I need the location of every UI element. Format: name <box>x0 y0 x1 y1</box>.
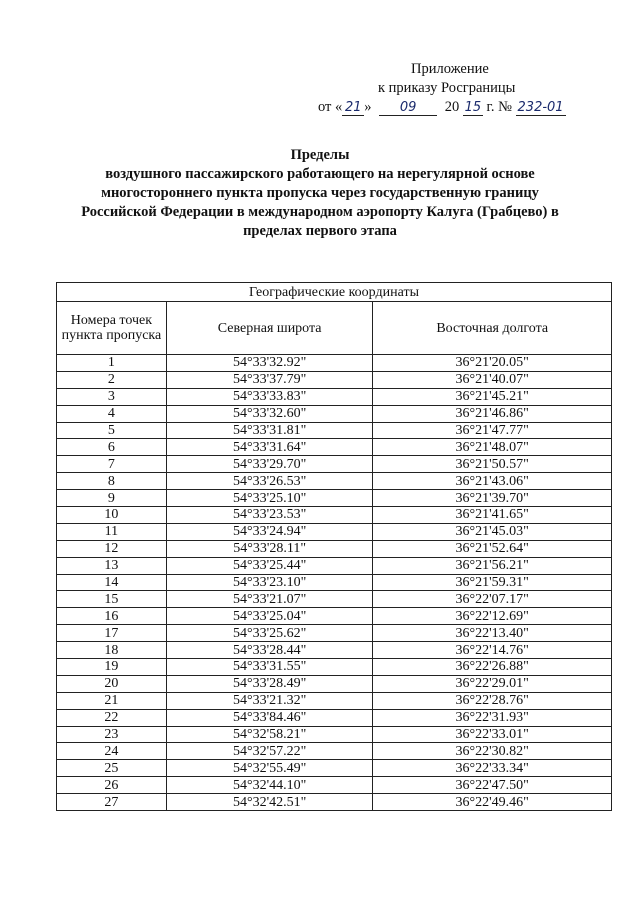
latitude-cell: 54°33'37.79" <box>166 371 373 388</box>
latitude-cell: 54°33'25.10" <box>166 490 373 507</box>
point-number-cell: 25 <box>57 760 167 777</box>
order-year-handwritten: 15 <box>464 100 482 115</box>
table-row <box>57 422 612 439</box>
latitude-cell: 54°33'28.44" <box>166 642 373 659</box>
group-header: Географические координаты <box>57 283 612 302</box>
table-row <box>57 388 612 405</box>
title-line-1: Пределы <box>290 147 350 163</box>
table-row <box>57 405 612 422</box>
longitude-cell: 36°22'14.76" <box>373 642 612 659</box>
point-number-cell: 27 <box>57 794 167 811</box>
title-line-4: Российской Федерации в международном аэропорту Калуга (Грабцево) в <box>81 204 559 220</box>
table-row <box>57 371 612 388</box>
latitude-cell: 54°33'25.62" <box>166 625 373 642</box>
latitude-cell: 54°33'29.70" <box>166 456 373 473</box>
longitude-cell: 36°21'50.57" <box>373 456 612 473</box>
longitude-cell: 36°22'28.76" <box>373 692 612 709</box>
table-row <box>57 490 612 507</box>
point-number-cell: 26 <box>57 777 167 794</box>
longitude-cell: 36°21'39.70" <box>373 490 612 507</box>
latitude-cell: 54°33'84.46" <box>166 709 373 726</box>
order-year-prefix: 20 <box>444 99 460 115</box>
latitude-cell: 54°32'42.51" <box>166 794 373 811</box>
point-number-cell: 24 <box>57 743 167 760</box>
order-day-handwritten: 21 <box>342 100 364 116</box>
table-body <box>57 355 612 811</box>
longitude-cell: 36°21'48.07" <box>373 439 612 456</box>
latitude-cell: 54°32'55.49" <box>166 760 373 777</box>
order-year-suffix: г. № <box>486 99 512 115</box>
table-row <box>57 591 612 608</box>
table-row <box>57 726 612 743</box>
longitude-cell: 36°22'12.69" <box>373 608 612 625</box>
longitude-cell: 36°21'47.77" <box>373 422 612 439</box>
latitude-cell: 54°33'25.04" <box>166 608 373 625</box>
longitude-cell: 36°21'56.21" <box>373 557 612 574</box>
title-line-3: многостороннего пункта пропуска через государственную границу <box>101 185 539 201</box>
longitude-cell: 36°22'30.82" <box>373 743 612 760</box>
latitude-cell: 54°33'23.10" <box>166 574 373 591</box>
table-row <box>57 760 612 777</box>
latitude-cell: 54°33'31.55" <box>166 659 373 676</box>
longitude-cell: 36°21'59.31" <box>373 574 612 591</box>
table-row <box>57 777 612 794</box>
col-header-longitude: Восточная долгота <box>373 302 612 355</box>
point-number-cell: 17 <box>57 625 167 642</box>
longitude-cell: 36°22'29.01" <box>373 675 612 692</box>
table-row <box>57 355 612 372</box>
point-number-cell: 22 <box>57 709 167 726</box>
table-row <box>57 507 612 524</box>
latitude-cell: 54°33'28.11" <box>166 540 373 557</box>
latitude-cell: 54°33'23.53" <box>166 507 373 524</box>
point-number-cell: 1 <box>57 355 167 372</box>
longitude-cell: 36°22'49.46" <box>373 794 612 811</box>
point-number-cell: 10 <box>57 507 167 524</box>
table-row <box>57 642 612 659</box>
table-row <box>57 709 612 726</box>
point-number-cell: 14 <box>57 574 167 591</box>
table-row <box>57 743 612 760</box>
longitude-cell: 36°22'07.17" <box>373 591 612 608</box>
longitude-cell: 36°21'41.65" <box>373 507 612 524</box>
point-number-cell: 13 <box>57 557 167 574</box>
latitude-cell: 54°33'28.49" <box>166 675 373 692</box>
table-row <box>57 675 612 692</box>
latitude-cell: 54°33'32.92" <box>166 355 373 372</box>
latitude-cell: 54°33'31.64" <box>166 439 373 456</box>
table-row <box>57 523 612 540</box>
col-header-latitude: Северная широта <box>166 302 373 355</box>
order-month-handwritten: 09 <box>379 100 437 116</box>
point-number-cell: 5 <box>57 422 167 439</box>
point-number-cell: 12 <box>57 540 167 557</box>
latitude-cell: 54°33'33.83" <box>166 388 373 405</box>
latitude-cell: 54°33'25.44" <box>166 557 373 574</box>
order-number-handwritten: 232-01 <box>517 100 564 115</box>
longitude-cell: 36°21'52.64" <box>373 540 612 557</box>
point-number-cell: 20 <box>57 675 167 692</box>
table-row <box>57 794 612 811</box>
order-quote-close: » <box>364 99 372 115</box>
point-number-cell: 16 <box>57 608 167 625</box>
longitude-cell: 36°22'47.50" <box>373 777 612 794</box>
longitude-cell: 36°22'26.88" <box>373 659 612 676</box>
latitude-cell: 54°33'24.94" <box>166 523 373 540</box>
point-number-cell: 4 <box>57 405 167 422</box>
longitude-cell: 36°22'13.40" <box>373 625 612 642</box>
longitude-cell: 36°21'46.86" <box>373 405 612 422</box>
point-number-cell: 18 <box>57 642 167 659</box>
table-row <box>57 608 612 625</box>
point-number-cell: 6 <box>57 439 167 456</box>
point-number-cell: 23 <box>57 726 167 743</box>
coordinates-table <box>56 282 612 811</box>
title-line-2: воздушного пассажирского работающего на нерегулярной основе <box>105 166 535 182</box>
longitude-cell: 36°21'43.06" <box>373 473 612 490</box>
table-row <box>57 473 612 490</box>
latitude-cell: 54°33'32.60" <box>166 405 373 422</box>
col-header-point: Номера точек пункта пропуска <box>57 302 167 355</box>
latitude-cell: 54°33'31.81" <box>166 422 373 439</box>
table-row <box>57 659 612 676</box>
latitude-cell: 54°33'21.32" <box>166 692 373 709</box>
longitude-cell: 36°22'33.34" <box>373 760 612 777</box>
point-number-cell: 21 <box>57 692 167 709</box>
table-row <box>57 692 612 709</box>
table-row <box>57 625 612 642</box>
table-row <box>57 574 612 591</box>
latitude-cell: 54°33'26.53" <box>166 473 373 490</box>
title-line-5: пределах первого этапа <box>243 223 397 239</box>
point-number-cell: 9 <box>57 490 167 507</box>
appendix-label: Приложение <box>411 61 489 77</box>
table-row <box>57 540 612 557</box>
document-title <box>40 146 600 241</box>
point-number-cell: 3 <box>57 388 167 405</box>
longitude-cell: 36°22'33.01" <box>373 726 612 743</box>
longitude-cell: 36°21'45.03" <box>373 523 612 540</box>
table-row <box>57 439 612 456</box>
order-reference: к приказу Росграницы <box>378 80 516 96</box>
latitude-cell: 54°33'21.07" <box>166 591 373 608</box>
order-date-line <box>318 98 608 117</box>
latitude-cell: 54°32'58.21" <box>166 726 373 743</box>
longitude-cell: 36°21'40.07" <box>373 371 612 388</box>
longitude-cell: 36°21'45.21" <box>373 388 612 405</box>
latitude-cell: 54°32'44.10" <box>166 777 373 794</box>
point-number-cell: 11 <box>57 523 167 540</box>
latitude-cell: 54°32'57.22" <box>166 743 373 760</box>
point-number-cell: 2 <box>57 371 167 388</box>
table-row <box>57 456 612 473</box>
point-number-cell: 7 <box>57 456 167 473</box>
longitude-cell: 36°21'20.05" <box>373 355 612 372</box>
table-row <box>57 557 612 574</box>
point-number-cell: 19 <box>57 659 167 676</box>
longitude-cell: 36°22'31.93" <box>373 709 612 726</box>
point-number-cell: 8 <box>57 473 167 490</box>
point-number-cell: 15 <box>57 591 167 608</box>
order-prefix: от « <box>318 99 343 115</box>
